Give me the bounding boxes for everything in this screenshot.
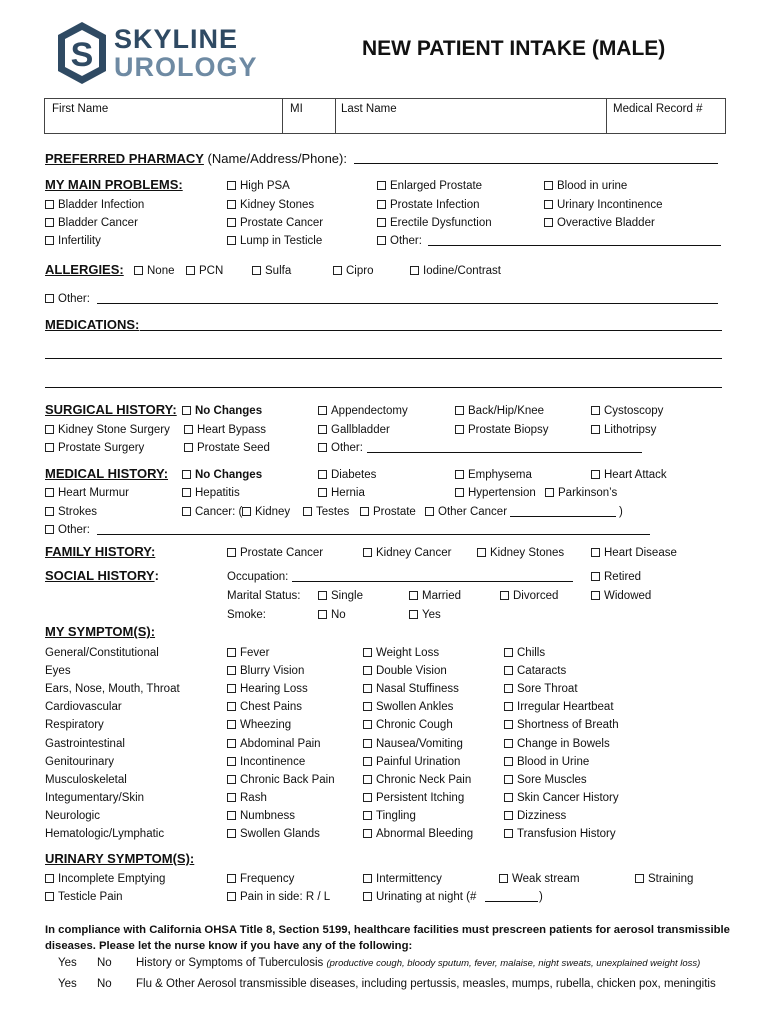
symptom-label: Sore Throat	[517, 683, 578, 696]
urinary-testicle-pain[interactable]: Testicle Pain	[45, 890, 123, 904]
problem-kidney-stones[interactable]: Kidney Stones	[227, 198, 314, 212]
symptom-label: Double Vision	[376, 665, 447, 678]
symptom-checkbox[interactable]	[363, 791, 464, 805]
allergy-iodine-contrast[interactable]: Iodine/Contrast	[410, 264, 501, 278]
compliance-line-2: diseases. Please let the nurse know if you have any of the following:	[45, 940, 413, 952]
surgical-prostate-biopsy[interactable]: Prostate Biopsy	[455, 423, 549, 437]
urinary-symptoms-heading: URINARY SYMPTOM(S):	[45, 851, 195, 866]
checkbox-icon	[252, 266, 261, 275]
symptom-system-label: Genitourinary	[45, 755, 115, 768]
symptom-checkbox[interactable]	[363, 664, 447, 678]
medical-other[interactable]: Other:	[45, 523, 90, 537]
pharmacy-label: PREFERRED PHARMACY	[45, 151, 204, 166]
symptom-checkbox[interactable]	[227, 809, 295, 823]
checkbox-icon	[363, 684, 372, 693]
main-problems-heading: MY MAIN PROBLEMS:	[45, 177, 183, 192]
symptom-checkbox[interactable]	[227, 755, 305, 769]
symptom-system-label: Neurologic	[45, 809, 100, 822]
medical-cancer-kidney[interactable]: Kidney	[242, 505, 290, 519]
checkbox-icon	[591, 406, 600, 415]
marital-single[interactable]: Single	[318, 589, 363, 603]
checkbox-icon	[45, 200, 54, 209]
checkbox-icon	[333, 266, 342, 275]
checkbox-icon	[318, 610, 327, 619]
symptom-label: Nausea/Vomiting	[376, 737, 463, 750]
surgical-prostate-surgery[interactable]: Prostate Surgery	[45, 441, 144, 455]
checkbox-icon	[363, 739, 372, 748]
checkbox-icon	[363, 548, 372, 557]
checkbox-icon	[504, 811, 513, 820]
logo-name-line1: SKYLINE	[114, 24, 239, 54]
medical-heart-murmur[interactable]: Heart Murmur	[45, 486, 129, 500]
checkbox-icon	[227, 793, 236, 802]
problem-prostate-cancer[interactable]: Prostate Cancer	[227, 216, 323, 230]
medical-diabetes[interactable]: Diabetes	[318, 468, 376, 482]
urinary-pain-in-side[interactable]: Pain in side: R / L	[227, 890, 330, 904]
medical-cancer[interactable]: Cancer: (	[182, 505, 242, 519]
symptom-label: Swollen Glands	[240, 828, 320, 840]
symptom-label: Transfusion History	[517, 828, 616, 840]
checkbox-icon	[45, 874, 54, 883]
medical-hepatitis[interactable]: Hepatitis	[182, 486, 240, 500]
symptom-label: Blood in Urine	[517, 755, 590, 768]
checkbox-icon	[227, 648, 236, 657]
checkbox-icon	[318, 591, 327, 600]
checkbox-icon	[227, 892, 236, 901]
checkbox-icon	[377, 236, 386, 245]
symptom-system-label: Ears, Nose, Mouth, Throat	[45, 683, 180, 696]
medical-emphysema[interactable]: Emphysema	[455, 468, 532, 482]
symptom-label: Rash	[240, 791, 267, 804]
checkbox-icon	[363, 720, 372, 729]
medications-heading: MEDICATIONS:	[45, 317, 140, 332]
surgical-history-heading: SURGICAL HISTORY:	[45, 402, 177, 417]
allergy-none[interactable]: None	[134, 264, 175, 278]
checkbox-icon	[45, 218, 54, 227]
checkbox-icon	[363, 829, 372, 838]
symptom-checkbox[interactable]	[227, 646, 269, 660]
surgical-cystoscopy[interactable]: Cystoscopy	[591, 404, 663, 418]
checkbox-icon	[45, 236, 54, 245]
checkbox-icon	[499, 874, 508, 883]
checkbox-icon	[544, 200, 553, 209]
checkbox-icon	[455, 425, 464, 434]
checkbox-icon	[227, 757, 236, 766]
problem-urinary-incontinence[interactable]: Urinary Incontinence	[544, 198, 662, 212]
symptom-checkbox[interactable]	[227, 682, 308, 696]
last-name-field[interactable]: Last Name	[341, 103, 397, 115]
checkbox-icon	[591, 548, 600, 557]
checkbox-icon	[227, 548, 236, 557]
checkbox-icon	[182, 488, 191, 497]
checkbox-icon	[242, 507, 251, 516]
family-history-heading: FAMILY HISTORY:	[45, 544, 156, 559]
symptom-checkbox[interactable]	[504, 827, 616, 841]
symptom-system-label: Musculoskeletal	[45, 773, 127, 786]
urinary-weak-stream[interactable]: Weak stream	[499, 872, 580, 886]
checkbox-icon	[318, 443, 327, 452]
surgical-appendectomy[interactable]: Appendectomy	[318, 404, 408, 418]
symptom-system-label: Eyes	[45, 665, 71, 678]
symptom-checkbox[interactable]	[363, 809, 416, 823]
checkbox-icon	[227, 684, 236, 693]
symptom-label: Persistent Itching	[376, 791, 465, 804]
symptom-label: Irregular Heartbeat	[517, 701, 614, 714]
checkbox-icon	[363, 757, 372, 766]
checkbox-icon	[227, 739, 236, 748]
checkbox-icon	[318, 470, 327, 479]
symptom-checkbox[interactable]	[227, 773, 335, 787]
checkbox-icon	[182, 470, 191, 479]
symptom-label: Skin Cancer History	[517, 791, 619, 804]
symptom-label: Blurry Vision	[240, 665, 305, 678]
marital-married[interactable]: Married	[409, 589, 461, 603]
symptom-label: Wheezing	[240, 719, 292, 732]
checkbox-icon	[363, 702, 372, 711]
symptom-checkbox[interactable]	[363, 682, 459, 696]
surgical-no-changes[interactable]: No Changes	[182, 404, 262, 418]
checkbox-icon	[318, 406, 327, 415]
symptom-label: Swollen Ankles	[376, 701, 454, 714]
allergy-cipro[interactable]: Cipro	[333, 264, 373, 278]
checkbox-icon	[45, 892, 54, 901]
symptom-label: Abnormal Bleeding	[376, 828, 474, 840]
surgical-kidney-stone-surgery[interactable]: Kidney Stone Surgery	[45, 423, 170, 437]
checkbox-icon	[635, 874, 644, 883]
symptom-system-label: Cardiovascular	[45, 701, 122, 714]
checkbox-icon	[227, 666, 236, 675]
checkbox-icon	[504, 648, 513, 657]
problem-enlarged-prostate[interactable]: Enlarged Prostate	[377, 179, 482, 193]
problem-other-line[interactable]	[428, 245, 721, 246]
problem-overactive-bladder[interactable]: Overactive Bladder	[544, 216, 655, 230]
checkbox-icon	[477, 548, 486, 557]
checkbox-icon	[591, 470, 600, 479]
problem-high-psa[interactable]: High PSA	[227, 179, 290, 193]
medications-line-2[interactable]	[45, 358, 722, 359]
checkbox-icon	[227, 775, 236, 784]
checkbox-icon	[363, 811, 372, 820]
urinating-night-line[interactable]	[485, 901, 538, 902]
flu-question: Flu & Other Aerosol transmissible diseases, including pertussis, measles, mumps, rubella, chicken pox, meningitis	[136, 978, 716, 990]
surgical-lithotripsy[interactable]: Lithotripsy	[591, 423, 656, 437]
checkbox-icon	[45, 525, 54, 534]
medications-line-3[interactable]	[45, 387, 722, 388]
checkbox-icon	[303, 507, 312, 516]
family-kidney-stones[interactable]: Kidney Stones	[477, 546, 564, 560]
first-name-field[interactable]: First Name	[52, 103, 109, 115]
checkbox-icon	[377, 200, 386, 209]
problem-erectile-dysfunction[interactable]: Erectile Dysfunction	[377, 216, 492, 230]
checkbox-icon	[45, 507, 54, 516]
medical-hypertension[interactable]: Hypertension	[455, 486, 536, 500]
social-retired[interactable]: Retired	[591, 570, 641, 584]
checkbox-icon	[45, 443, 54, 452]
surgical-other[interactable]: Other:	[318, 441, 363, 455]
medical-strokes[interactable]: Strokes	[45, 505, 97, 519]
logo	[56, 20, 108, 91]
symptom-checkbox[interactable]	[227, 791, 267, 805]
checkbox-icon	[455, 406, 464, 415]
symptom-checkbox[interactable]	[363, 718, 453, 732]
symptom-system-label: General/Constitutional	[45, 647, 159, 659]
checkbox-icon	[544, 181, 553, 190]
medical-record-field[interactable]: Medical Record #	[613, 103, 703, 115]
symptom-checkbox[interactable]	[504, 809, 566, 823]
checkbox-icon	[409, 591, 418, 600]
symptom-checkbox[interactable]	[363, 755, 460, 769]
checkbox-icon	[500, 591, 509, 600]
symptom-label: Shortness of Breath	[517, 719, 619, 732]
checkbox-icon	[227, 829, 236, 838]
symptom-checkbox[interactable]	[504, 646, 545, 660]
problem-blood-in-urine[interactable]: Blood in urine	[544, 179, 627, 193]
checkbox-icon	[363, 793, 372, 802]
tb-yes-option[interactable]: Yes	[58, 957, 77, 969]
family-kidney-cancer[interactable]: Kidney Cancer	[363, 546, 451, 560]
problem-other[interactable]: Other:	[377, 234, 422, 248]
symptom-checkbox[interactable]	[363, 700, 453, 714]
smoke-no[interactable]: No	[318, 608, 346, 622]
problem-bladder-cancer[interactable]: Bladder Cancer	[45, 216, 138, 230]
checkbox-icon	[363, 892, 372, 901]
urinary-incomplete-emptying[interactable]: Incomplete Emptying	[45, 872, 165, 886]
checkbox-icon	[318, 425, 327, 434]
symptom-label: Change in Bowels	[517, 737, 610, 750]
symptom-label: Fever	[240, 647, 270, 659]
symptom-label: Chronic Back Pain	[240, 773, 335, 786]
checkbox-icon	[360, 507, 369, 516]
checkbox-icon	[591, 591, 600, 600]
checkbox-icon	[227, 236, 236, 245]
flu-yes-option[interactable]: Yes	[58, 978, 77, 990]
checkbox-icon	[363, 648, 372, 657]
cancer-close-paren: )	[619, 506, 623, 518]
urinary-intermittency[interactable]: Intermittency	[363, 872, 442, 886]
checkbox-icon	[45, 488, 54, 497]
checkbox-icon	[504, 775, 513, 784]
medical-other-line[interactable]	[97, 534, 650, 535]
checkbox-icon	[504, 666, 513, 675]
flu-no-option[interactable]: No	[97, 978, 112, 990]
symptom-checkbox[interactable]	[363, 646, 439, 660]
smoke-label: Smoke:	[227, 609, 266, 621]
checkbox-icon	[45, 425, 54, 434]
checkbox-icon	[184, 443, 193, 452]
allergies-heading: ALLERGIES:	[45, 262, 124, 277]
symptom-checkbox[interactable]	[504, 755, 589, 769]
other-cancer-line[interactable]	[510, 516, 616, 517]
checkbox-icon	[184, 425, 193, 434]
family-prostate-cancer[interactable]: Prostate Cancer	[227, 546, 323, 560]
pharmacy-detail: (Name/Address/Phone):	[207, 151, 347, 166]
checkbox-icon	[504, 684, 513, 693]
symptom-label: Numbness	[240, 809, 295, 822]
symptom-label: Painful Urination	[376, 755, 461, 768]
checkbox-icon	[504, 793, 513, 802]
surgical-back-hip-knee[interactable]: Back/Hip/Knee	[455, 404, 544, 418]
checkbox-icon	[455, 488, 464, 497]
urinary-frequency[interactable]: Frequency	[227, 872, 294, 886]
urinary-straining[interactable]: Straining	[635, 872, 693, 886]
symptom-label: Tingling	[376, 809, 416, 822]
surgical-gallbladder[interactable]: Gallbladder	[318, 423, 390, 437]
checkbox-icon	[182, 406, 191, 415]
surgical-prostate-seed[interactable]: Prostate Seed	[184, 441, 270, 455]
symptom-label: Incontinence	[240, 755, 306, 768]
symptom-system-label: Gastrointestinal	[45, 737, 125, 750]
checkbox-icon	[504, 829, 513, 838]
problem-bladder-infection[interactable]: Bladder Infection	[45, 198, 144, 212]
symptom-checkbox[interactable]	[227, 664, 304, 678]
symptom-checkbox[interactable]	[227, 827, 320, 841]
pharmacy-input-line[interactable]	[354, 163, 718, 164]
marital-status-label: Marital Status:	[227, 590, 301, 602]
marital-divorced[interactable]: Divorced	[500, 589, 558, 603]
checkbox-icon	[182, 507, 191, 516]
checkbox-icon	[504, 702, 513, 711]
symptom-system-label: Hematologic/Lymphatic	[45, 828, 165, 840]
checkbox-icon	[377, 218, 386, 227]
surgical-heart-bypass[interactable]: Heart Bypass	[184, 423, 266, 437]
symptom-checkbox[interactable]	[504, 773, 587, 787]
symptom-label: Nasal Stuffiness	[376, 683, 459, 696]
occupation-label: Occupation:	[227, 571, 289, 583]
symptom-system-label: Integumentary/Skin	[45, 791, 145, 804]
checkbox-icon	[227, 720, 236, 729]
medical-history-heading: MEDICAL HISTORY:	[45, 466, 169, 481]
symptom-checkbox[interactable]	[227, 737, 321, 751]
tb-no-option[interactable]: No	[97, 957, 112, 969]
marital-widowed[interactable]: Widowed	[591, 589, 651, 603]
checkbox-icon	[227, 181, 236, 190]
checkbox-icon	[545, 488, 554, 497]
symptom-checkbox[interactable]	[363, 773, 471, 787]
symptom-label: Chronic Cough	[376, 719, 453, 732]
medical-cancer-testes[interactable]: Testes	[303, 505, 349, 519]
symptom-checkbox[interactable]	[363, 737, 463, 751]
symptom-checkbox[interactable]	[504, 718, 619, 732]
checkbox-icon	[45, 294, 54, 303]
allergy-sulfa[interactable]: Sulfa	[252, 264, 291, 278]
surgical-other-line[interactable]	[367, 452, 642, 453]
symptom-label: Chills	[517, 647, 546, 659]
checkbox-icon	[504, 739, 513, 748]
symptom-system-label: Respiratory	[45, 719, 104, 732]
allergy-other[interactable]: Other:	[45, 292, 90, 306]
compliance-line-1: In compliance with California OHSA Title 8, Section 5199, healthcare facilities must prescreen patients for aerosol transmissible	[45, 924, 730, 936]
checkbox-icon	[591, 572, 600, 581]
symptom-label: Abdominal Pain	[240, 737, 321, 750]
checkbox-icon	[504, 720, 513, 729]
symptom-label: Chest Pains	[240, 701, 303, 714]
checkbox-icon	[410, 266, 419, 275]
symptom-checkbox[interactable]	[504, 682, 578, 696]
medical-cancer-prostate[interactable]: Prostate	[360, 505, 416, 519]
symptom-label: Chronic Neck Pain	[376, 773, 472, 786]
medical-hernia[interactable]: Hernia	[318, 486, 365, 500]
problem-lump-in-testicle[interactable]: Lump in Testicle	[227, 234, 322, 248]
allergy-pcn[interactable]: PCN	[186, 264, 223, 278]
symptom-label: Hearing Loss	[240, 683, 308, 696]
social-history-heading: SOCIAL HISTORY:	[45, 568, 159, 583]
symptoms-heading: MY SYMPTOM(S):	[45, 624, 156, 639]
symptom-checkbox[interactable]	[227, 700, 302, 714]
symptom-checkbox[interactable]	[504, 700, 614, 714]
symptom-checkbox[interactable]	[227, 718, 291, 732]
page-title: NEW PATIENT INTAKE (MALE)	[362, 37, 666, 60]
allergy-other-line[interactable]	[97, 303, 718, 304]
symptom-label: Sore Muscles	[517, 773, 587, 786]
logo-mark	[56, 20, 108, 86]
pharmacy-row	[45, 151, 347, 167]
urinary-night[interactable]: Urinating at night (#	[363, 890, 476, 904]
medical-heart-attack[interactable]: Heart Attack	[591, 468, 667, 482]
medical-other-cancer[interactable]: Other Cancer	[425, 505, 507, 519]
checkbox-icon	[363, 874, 372, 883]
medical-no-changes[interactable]: No Changes	[182, 468, 262, 482]
symptom-label: Cataracts	[517, 665, 567, 678]
problem-infertility[interactable]: Infertility	[45, 234, 101, 248]
symptom-checkbox[interactable]	[504, 791, 619, 805]
checkbox-icon	[363, 775, 372, 784]
family-heart-disease[interactable]: Heart Disease	[591, 546, 677, 560]
checkbox-icon	[134, 266, 143, 275]
symptom-checkbox[interactable]	[504, 737, 610, 751]
checkbox-icon	[504, 757, 513, 766]
checkbox-icon	[227, 200, 236, 209]
symptom-checkbox[interactable]	[504, 664, 566, 678]
problem-prostate-infection[interactable]: Prostate Infection	[377, 198, 480, 212]
medications-line-1[interactable]	[140, 330, 722, 331]
symptom-checkbox[interactable]	[363, 827, 473, 841]
occupation-line[interactable]	[292, 581, 573, 582]
checkbox-icon	[425, 507, 434, 516]
checkbox-icon	[409, 610, 418, 619]
checkbox-icon	[455, 470, 464, 479]
checkbox-icon	[377, 181, 386, 190]
checkbox-icon	[186, 266, 195, 275]
checkbox-icon	[591, 425, 600, 434]
mi-field[interactable]: MI	[290, 103, 303, 115]
urinating-night-close: )	[539, 891, 543, 903]
checkbox-icon	[544, 218, 553, 227]
checkbox-icon	[363, 666, 372, 675]
checkbox-icon	[227, 874, 236, 883]
symptom-label: Dizziness	[517, 809, 567, 822]
checkbox-icon	[227, 702, 236, 711]
checkbox-icon	[318, 488, 327, 497]
tb-question: History or Symptoms of Tuberculosis (productive cough, bloody sputum, fever, malaise, night sweats, unexplained weight loss)	[136, 957, 701, 969]
patient-id-table	[44, 98, 726, 134]
symptom-label: Weight Loss	[376, 647, 440, 659]
checkbox-icon	[227, 811, 236, 820]
logo-name-line2: UROLOGY	[114, 52, 258, 82]
smoke-yes[interactable]: Yes	[409, 608, 441, 622]
medical-parkinsons[interactable]: Parkinson’s	[545, 486, 617, 500]
checkbox-icon	[227, 218, 236, 227]
svg-text:S: S	[70, 36, 94, 74]
